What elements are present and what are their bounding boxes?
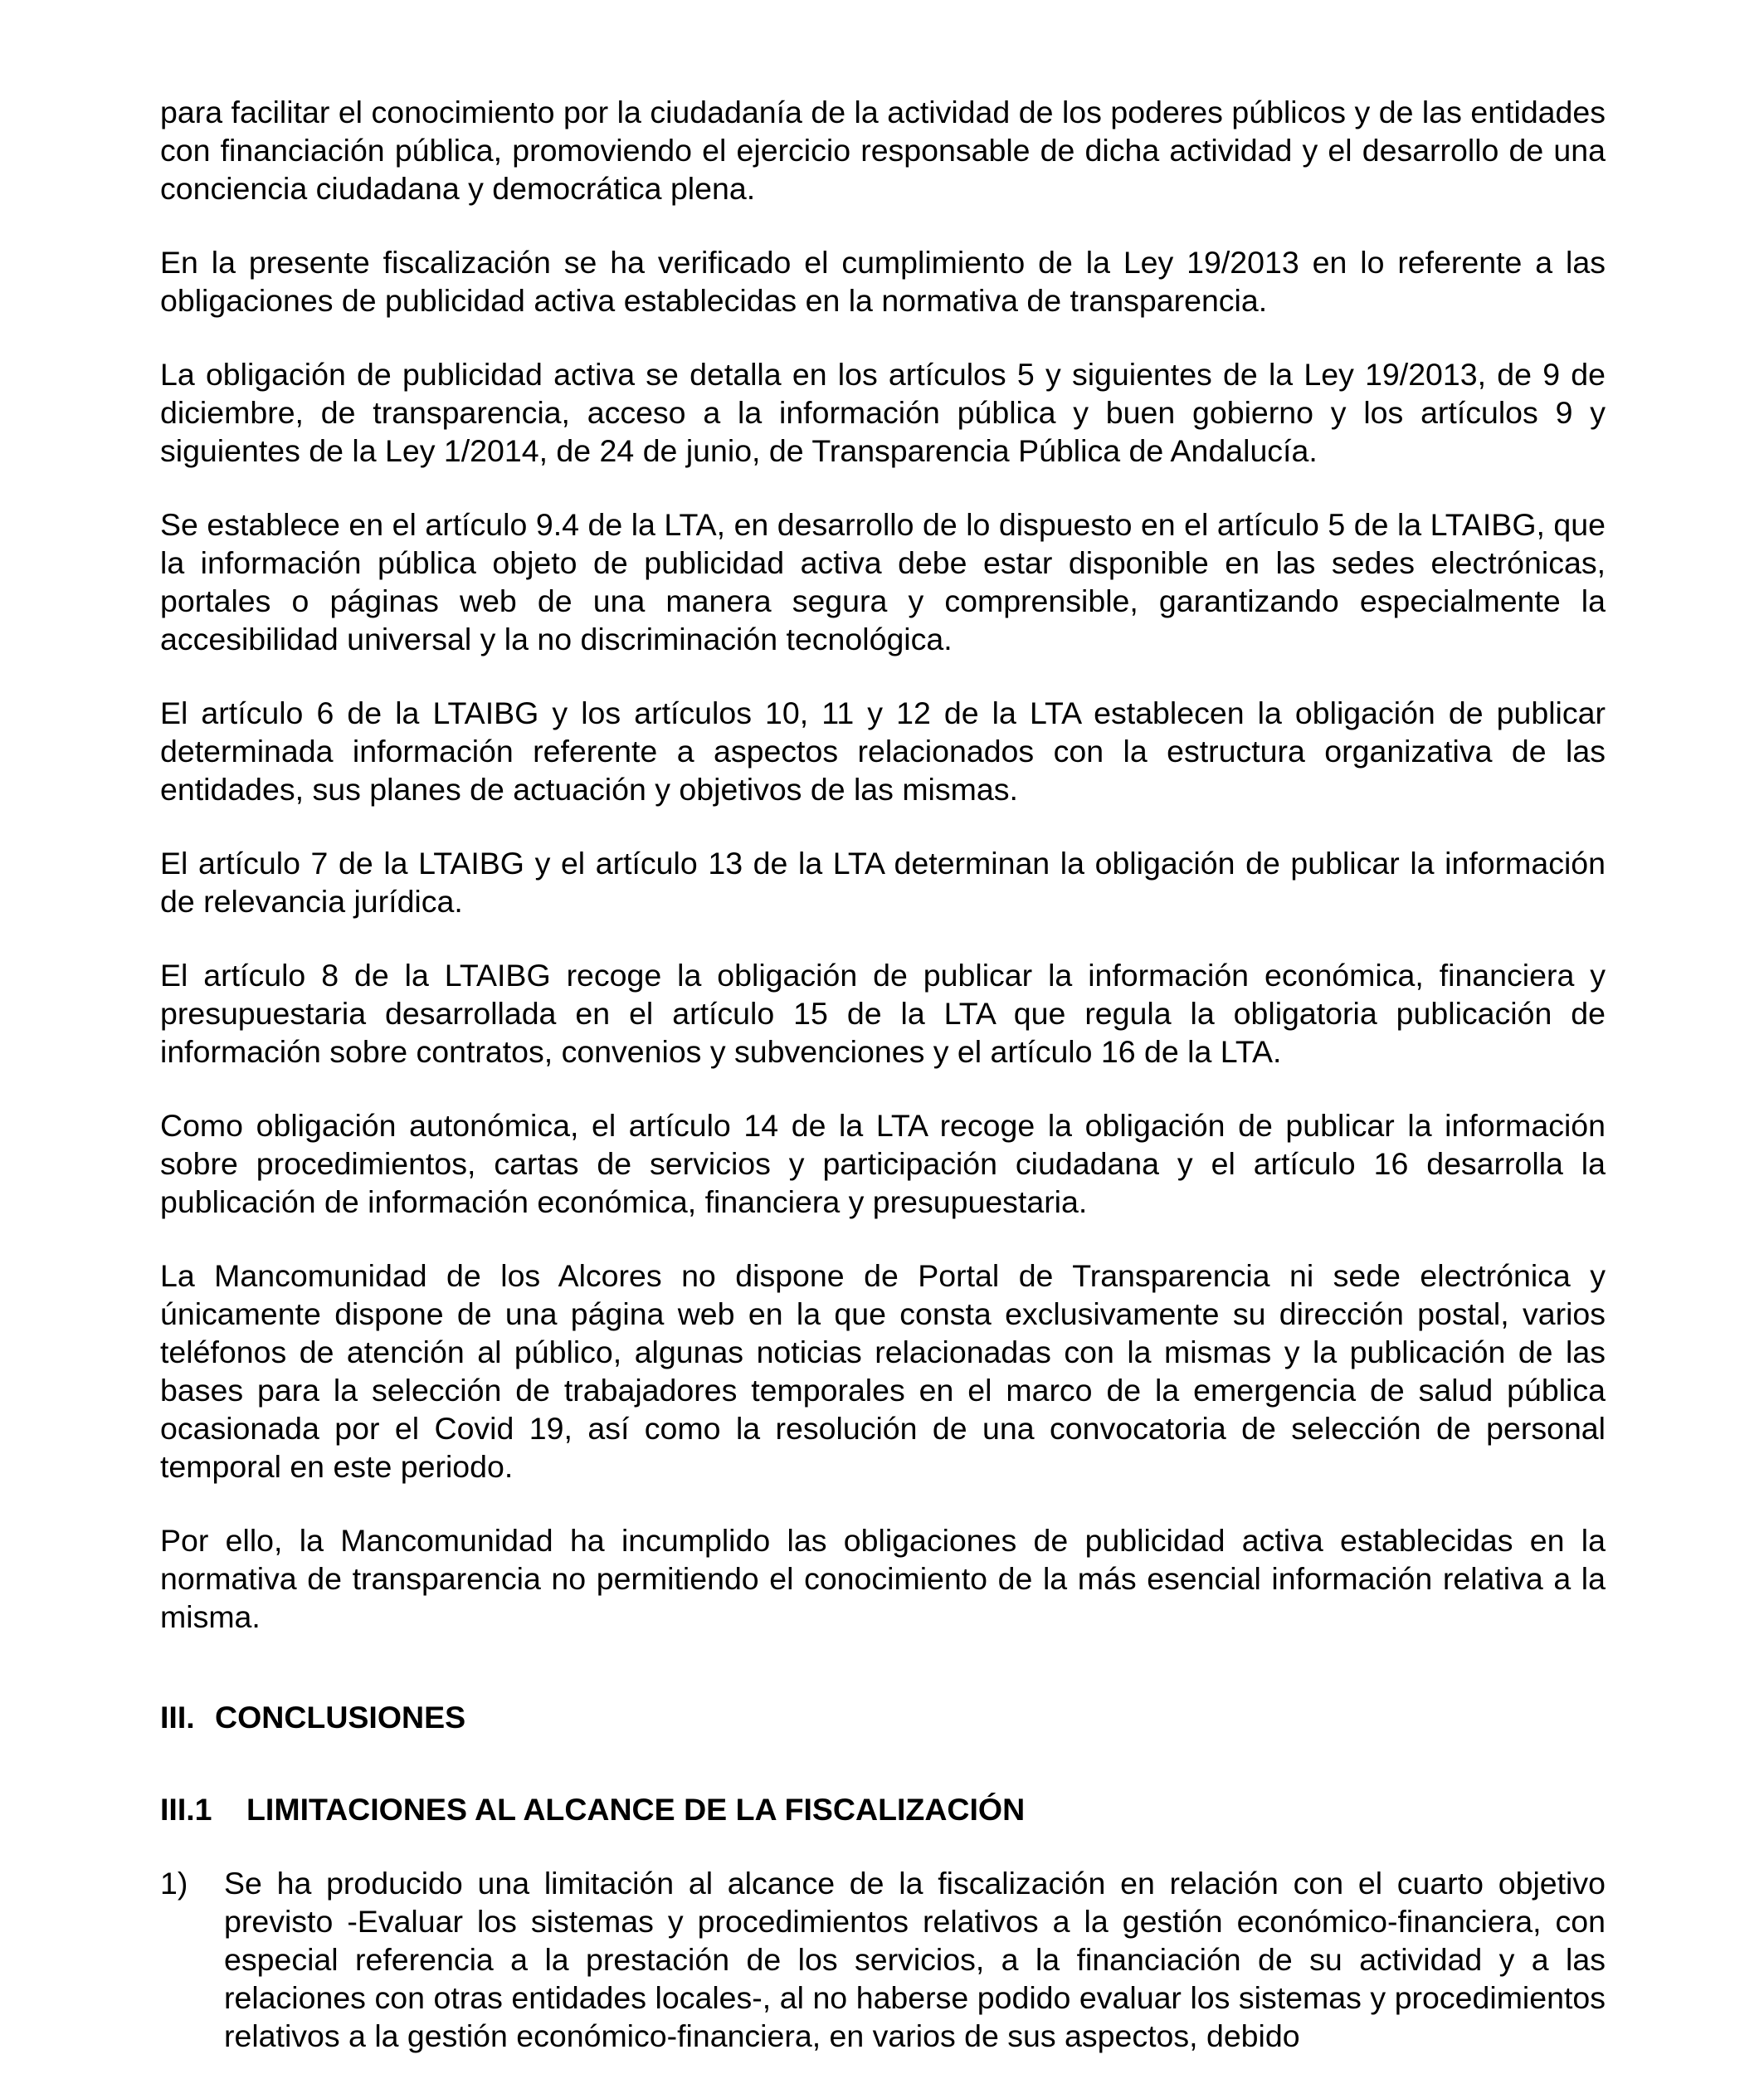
paragraph-10: Por ello, la Mancomunidad ha incumplido las obligaciones de publicidad activa establecidas en la normativa de transparencia no permitiendo el conocimiento de la más esencial información relativa a la misma. [160, 1523, 1606, 1634]
subsection-number: III.1 [160, 1792, 212, 1827]
paragraph-9: La Mancomunidad de los Alcores no dispone de Portal de Transparencia ni sede electrónica y únicamente dispone de una página web en la que consta exclusivamente su dirección postal, varios teléfonos de atención al público, algunas noticias relacionadas con la mismas y la publicación de las bases para la selección de trabajadores temporales en el marco de la emergencia de salud pública ocasionada por el Covid 19, así como la resolución de una convocatoria de selección de personal temporal en este periodo. [160, 1258, 1606, 1484]
paragraph-6: El artículo 7 de la LTAIBG y el artículo 13 de la LTA determinan la obligación de publicar la información de relevancia jurídica. [160, 846, 1606, 919]
section-heading-conclusiones [160, 1698, 1606, 1736]
list-item-1 [160, 1864, 1606, 2055]
list-item-marker: 1) [160, 1866, 188, 1901]
section-number: III. [160, 1700, 195, 1735]
document-page [160, 93, 1606, 2055]
paragraph-7: El artículo 8 de la LTAIBG recoge la obligación de publicar la información económica, financiera y presupuestaria desarrollada en el artículo 15 de la LTA que regula la obligatoria publicación de información sobre contratos, convenios y subvenciones y el artículo 16 de la LTA. [160, 958, 1606, 1069]
paragraph-1: para facilitar el conocimiento por la ciudadanía de la actividad de los poderes públicos y de las entidades con financiación pública, promoviendo el ejercicio responsable de dicha actividad y el desarrollo de una conciencia ciudadana y democrática plena. [160, 95, 1606, 206]
paragraph-8: Como obligación autonómica, el artículo 14 de la LTA recoge la obligación de publicar la información sobre procedimientos, cartas de servicios y participación ciudadana y el artículo 16 desarrolla la publicación de información económica, financiera y presupuestaria. [160, 1108, 1606, 1219]
paragraph-5: El artículo 6 de la LTAIBG y los artículos 10, 11 y 12 de la LTA establecen la obligación de publicar determinada información referente a aspectos relacionados con la estructura organizativa de las entidades, sus planes de actuación y objetivos de las mismas. [160, 695, 1606, 807]
section-title: CONCLUSIONES [215, 1700, 466, 1735]
paragraph-2: En la presente fiscalización se ha verificado el cumplimiento de la Ley 19/2013 en lo referente a las obligaciones de publicidad activa establecidas en la normativa de transparencia. [160, 245, 1606, 318]
subsection-title: LIMITACIONES AL ALCANCE DE LA FISCALIZACIÓN [246, 1792, 1026, 1827]
paragraph-4: Se establece en el artículo 9.4 de la LTA, en desarrollo de lo dispuesto en el artículo 5 de la LTAIBG, que la información pública objeto de publicidad activa debe estar disponible en las sedes electrónicas, portales o páginas web de una manera segura y comprensible, garantizando especialmente la accesibilidad universal y la no discriminación tecnológica. [160, 507, 1606, 656]
list-item-text: Se ha producido una limitación al alcance de la fiscalización en relación con el cuarto objetivo previsto -Evaluar los sistemas y procedimientos relativos a la gestión económico-financiera, con especial referencia a la prestación de los servicios, a la financiación de su actividad y a las relaciones con otras entidades locales-, al no haberse podido evaluar los sistemas y procedimientos relativos a la gestión económico-financiera, en varios de sus aspectos, debido [224, 1866, 1606, 2053]
paragraph-3: La obligación de publicidad activa se detalla en los artículos 5 y siguientes de la Ley 19/2013, de 9 de diciembre, de transparencia, acceso a la información pública y buen gobierno y los artículos 9 y siguientes de la Ley 1/2014, de 24 de junio, de Transparencia Pública de Andalucía. [160, 357, 1606, 468]
subsection-heading-limitaciones [160, 1790, 1606, 1828]
